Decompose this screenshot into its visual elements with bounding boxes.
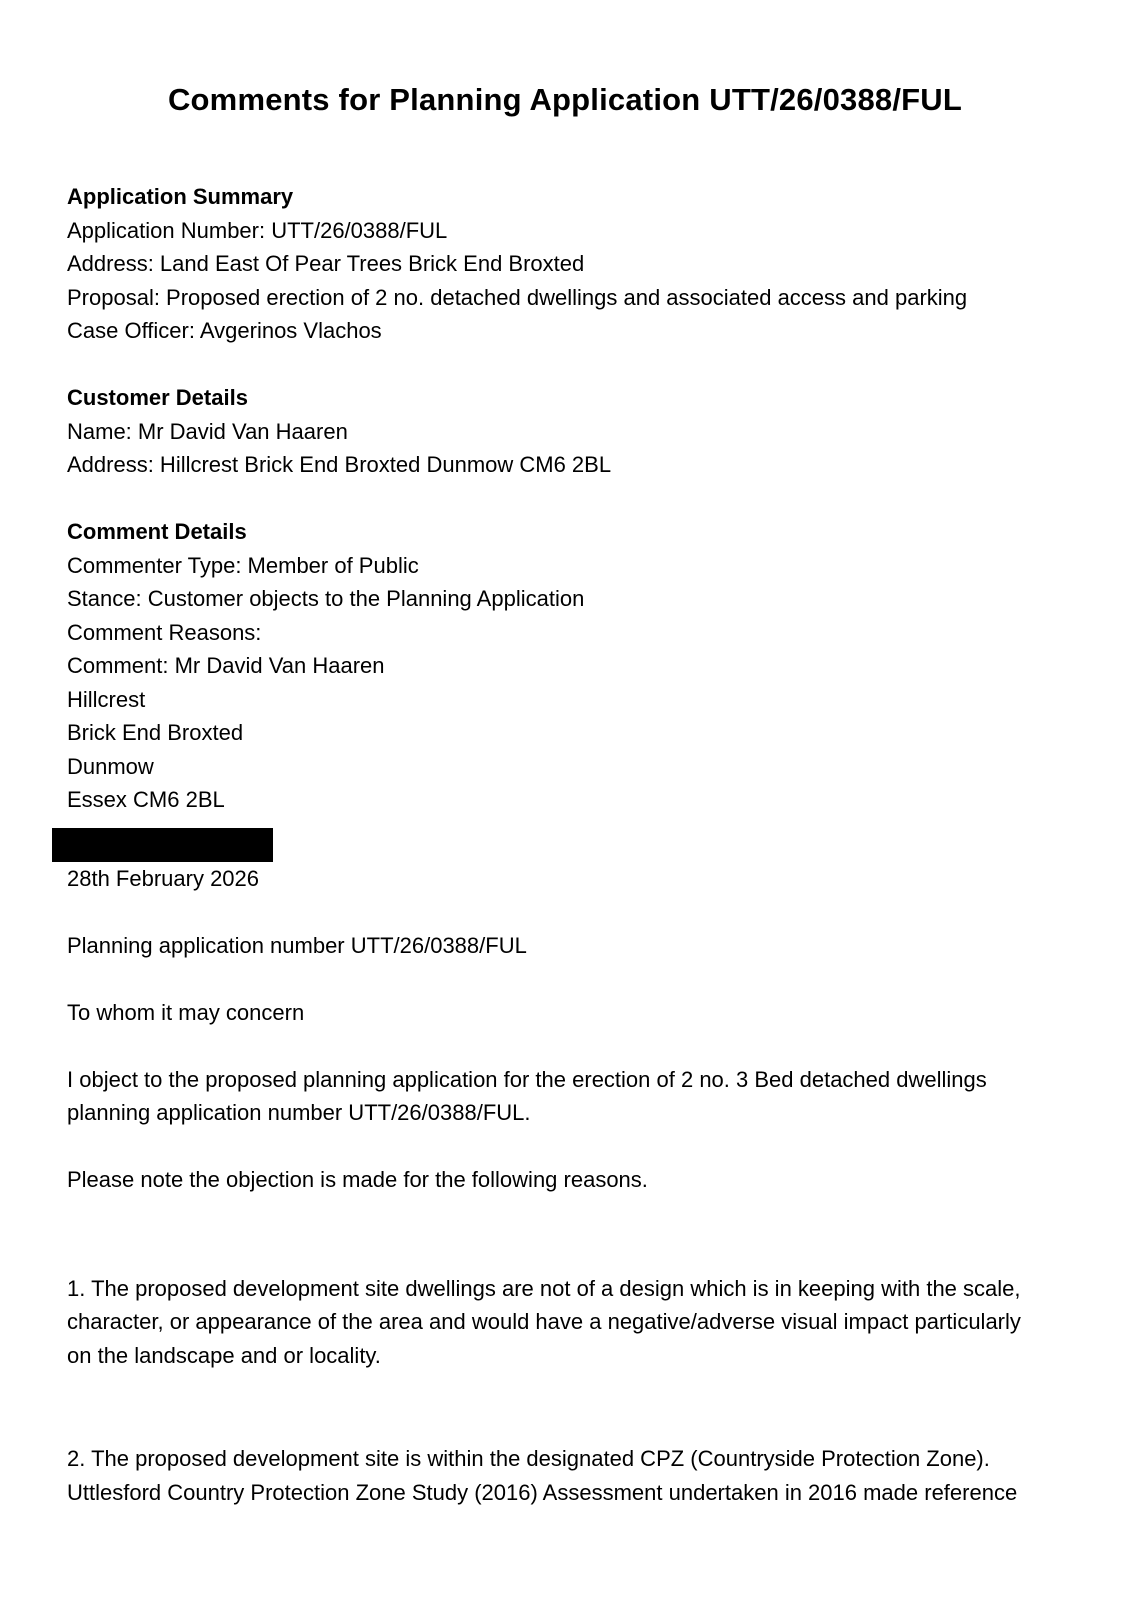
customer-name-line: Name: Mr David Van Haaren [67,418,348,444]
letter-line: planning application number UTT/26/0388/FUL. [67,1100,531,1125]
letter-paragraph-reason-1 [67,1272,1090,1373]
letter-paragraph-reason-2 [67,1442,1090,1509]
application-address-line: Address: Land East Of Pear Trees Brick End Broxted [67,251,585,276]
letter-paragraph-objection [67,1063,1090,1130]
redaction-bar [52,828,273,862]
page-title: Comments for Planning Application UTT/26/0388/FUL [167,82,963,117]
letter-line: 2. The proposed development site is within the designated CPZ (Countryside Protection Zone). [67,1446,990,1471]
comment-address-line-2: Brick End Broxted [67,720,244,745]
letter-line: Please note the objection is made for the following reasons. [67,1167,648,1192]
comment-address-line-1: Hillcrest [67,686,146,712]
application-proposal-line: Proposal: Proposed erection of 2 no. detached dwellings and associated access and parking [67,284,968,310]
section-application-summary [67,180,1090,348]
stance-line: Stance: Customer objects to the Planning Application [67,586,585,611]
letter-line: I object to the proposed planning application for the erection of 2 no. 3 Bed detached dwellings [67,1066,987,1092]
letter-line: Uttlesford Country Protection Zone Study (2016) Assessment undertaken in 2016 made reference [67,1479,1018,1505]
letter-line: character, or appearance of the area and would have a negative/adverse visual impact particularly [67,1309,1021,1334]
customer-details-heading: Customer Details [67,385,248,410]
letter-line: Planning application number UTT/26/0388/FUL [67,932,527,958]
application-summary-heading: Application Summary [67,184,294,209]
section-comment-details [67,515,1090,817]
letter-line: on the landscape and or locality. [67,1342,381,1368]
letter-line: To whom it may concern [67,999,305,1025]
letter-paragraph-reasons-intro [67,1163,1090,1197]
letter-paragraph-reference [67,929,1090,963]
letter-line: 1. The proposed development site dwellings are not of a design which is in keeping with the scale, [67,1275,1021,1301]
commenter-type-line: Commenter Type: Member of Public [67,552,419,578]
comment-author-line: Comment: Mr David Van Haaren [67,653,385,678]
comment-address-line-4: Essex CM6 2BL [67,787,225,812]
comment-reasons-line: Comment Reasons: [67,619,262,645]
section-customer-details [67,381,1090,482]
case-officer-line: Case Officer: Avgerinos Vlachos [67,318,382,343]
comment-details-heading: Comment Details [67,519,247,544]
customer-address-line: Address: Hillcrest Brick End Broxted Dunmow CM6 2BL [67,452,612,477]
application-number-line: Application Number: UTT/26/0388/FUL [67,217,448,243]
comment-address-line-3: Dunmow [67,753,154,779]
letter-date: 28th February 2026 [67,865,260,891]
letter-paragraph-salutation [67,996,1090,1030]
document-content [0,180,1130,1509]
